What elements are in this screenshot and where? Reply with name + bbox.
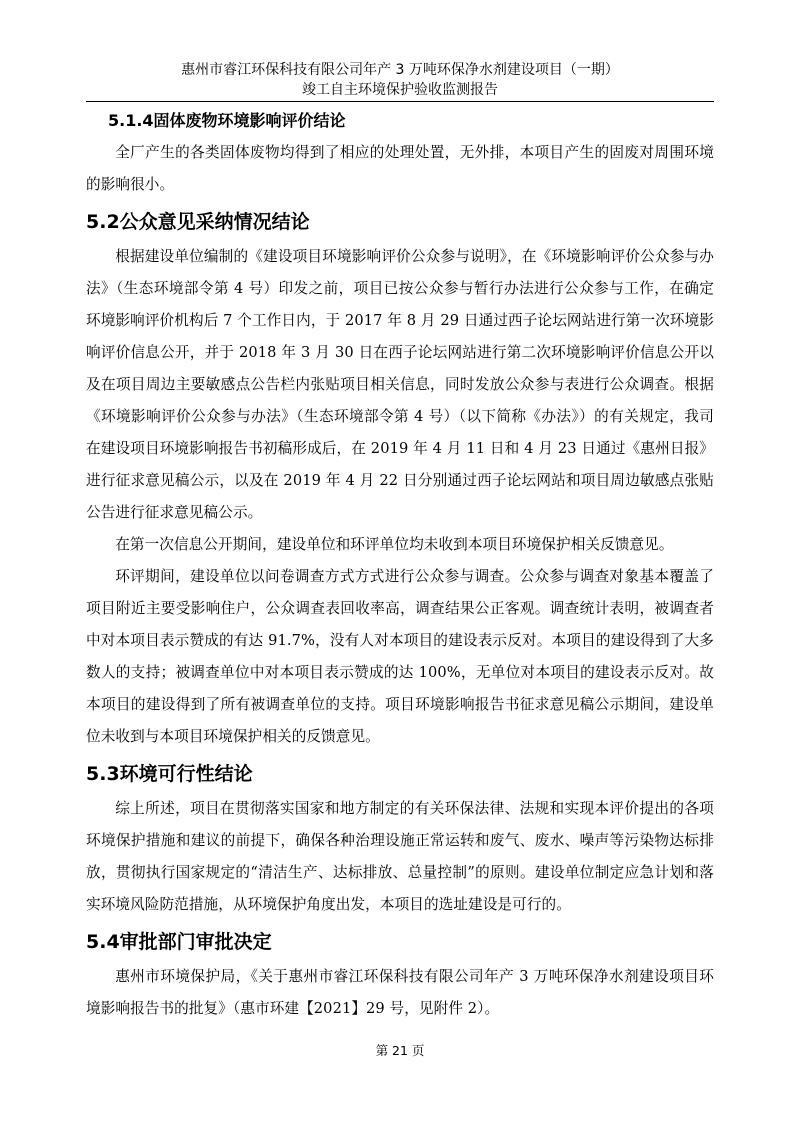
section-5-4-heading: 5.4审批部门审批决定 — [86, 931, 272, 953]
header-title-line1: 惠州市睿江环保科技有限公司年产 3 万吨环保净水剂建设项目（一期） — [181, 62, 619, 78]
section-5-2-paragraph-1: 根据建设单位编制的《建设项目环境影响评价公众参与说明》，在《环境影响评价公众参与办法》（生态环境部令第 4 号）印发之前，项目已按公众参与暂行办法进行公众参与工作，在确定环境影响评价机构后 7 个工作日内，于 2017 年 8 月 29 日通过西子论坛网站进行第一次环境影响评价信息公开，并于 2018 年 3 月 30 日在西子论坛网站进行第二次环境影响评价信息公开以及在项目周边主要敏感点公告栏内张贴项目相关信息，同时发放公众参与表进行公众调查。根据《环境影响评价公众参与办法》（生态环境部令第 4 号）（以下简称《办法》）的有关规定，我司在建设项目环境影响报告书初稿形成后，在 2019 年 4 月 11 日和 4 月 23 日通过《惠州日报》进行征求意见稿公示，以及在 2019 年 4 月 22 日分别通过西子论坛网站和项目周边敏感点张贴公告进行征求意见稿公示。 — [86, 248, 714, 521]
section-5-1-4-heading: 5.1.4固体废物环境影响评价结论 — [108, 111, 346, 130]
header-title-line2: 竣工自主环境保护验收监测报告 — [302, 82, 498, 98]
document-body — [86, 106, 714, 1025]
page-header — [86, 60, 714, 100]
section-5-1-4-paragraph: 全厂产生的各类固体废物均得到了相应的处理处置，无外排，本项目产生的固废对周围环境的影响很小。 — [86, 144, 714, 193]
section-5-3-paragraph: 综上所述，项目在贯彻落实国家和地方制定的有关环保法律、法规和实现本评价提出的各项环境保护措施和建议的前提下，确保各种治理设施正常运转和废气、废水、噪声等污染物达标排放，贯彻执行国家规定的“清洁生产、达标排放、总量控制”的原则。建设单位制定应急计划和落实环境风险防范措施，从环境保护角度出发，本项目的选址建设是可行的。 — [86, 800, 714, 913]
header-divider — [86, 101, 714, 102]
section-5-3-heading: 5.3环境可行性结论 — [86, 763, 253, 785]
section-5-2-paragraph-2: 在第一次信息公开期间，建设单位和环评单位均未收到本项目环境保护相关反馈意见。 — [115, 536, 674, 553]
section-5-4-paragraph: 惠州市环境保护局，《关于惠州市睿江环保科技有限公司年产 3 万吨环保净水剂建设项目环境影响报告书的批复》（惠市环建【2021】29 号，见附件 2）。 — [86, 968, 714, 1017]
section-5-2-paragraph-3: 环评期间，建设单位以问卷调查方式方式进行公众参与调查。公众参与调查对象基本覆盖了项目附近主要受影响住户，公众调查表回收率高，调查结果公正客观。调查统计表明，被调查者中对本项目表示赞成的有达 91.7%，没有人对本项目的建设表示反对。本项目的建设得到了大多数人的支持；被调查单位中对本项目表示赞成的达 100%，无单位对本项目的建设表示反对。故本项目的建设得到了所有被调查单位的支持。项目环境影响报告书征求意见稿公示期间，建设单位未收到与本项目环境保护相关的反馈意见。 — [86, 568, 714, 745]
section-5-2-heading: 5.2公众意见采纳情况结论 — [86, 211, 310, 233]
page-number: 第 21 页 — [375, 1043, 425, 1058]
